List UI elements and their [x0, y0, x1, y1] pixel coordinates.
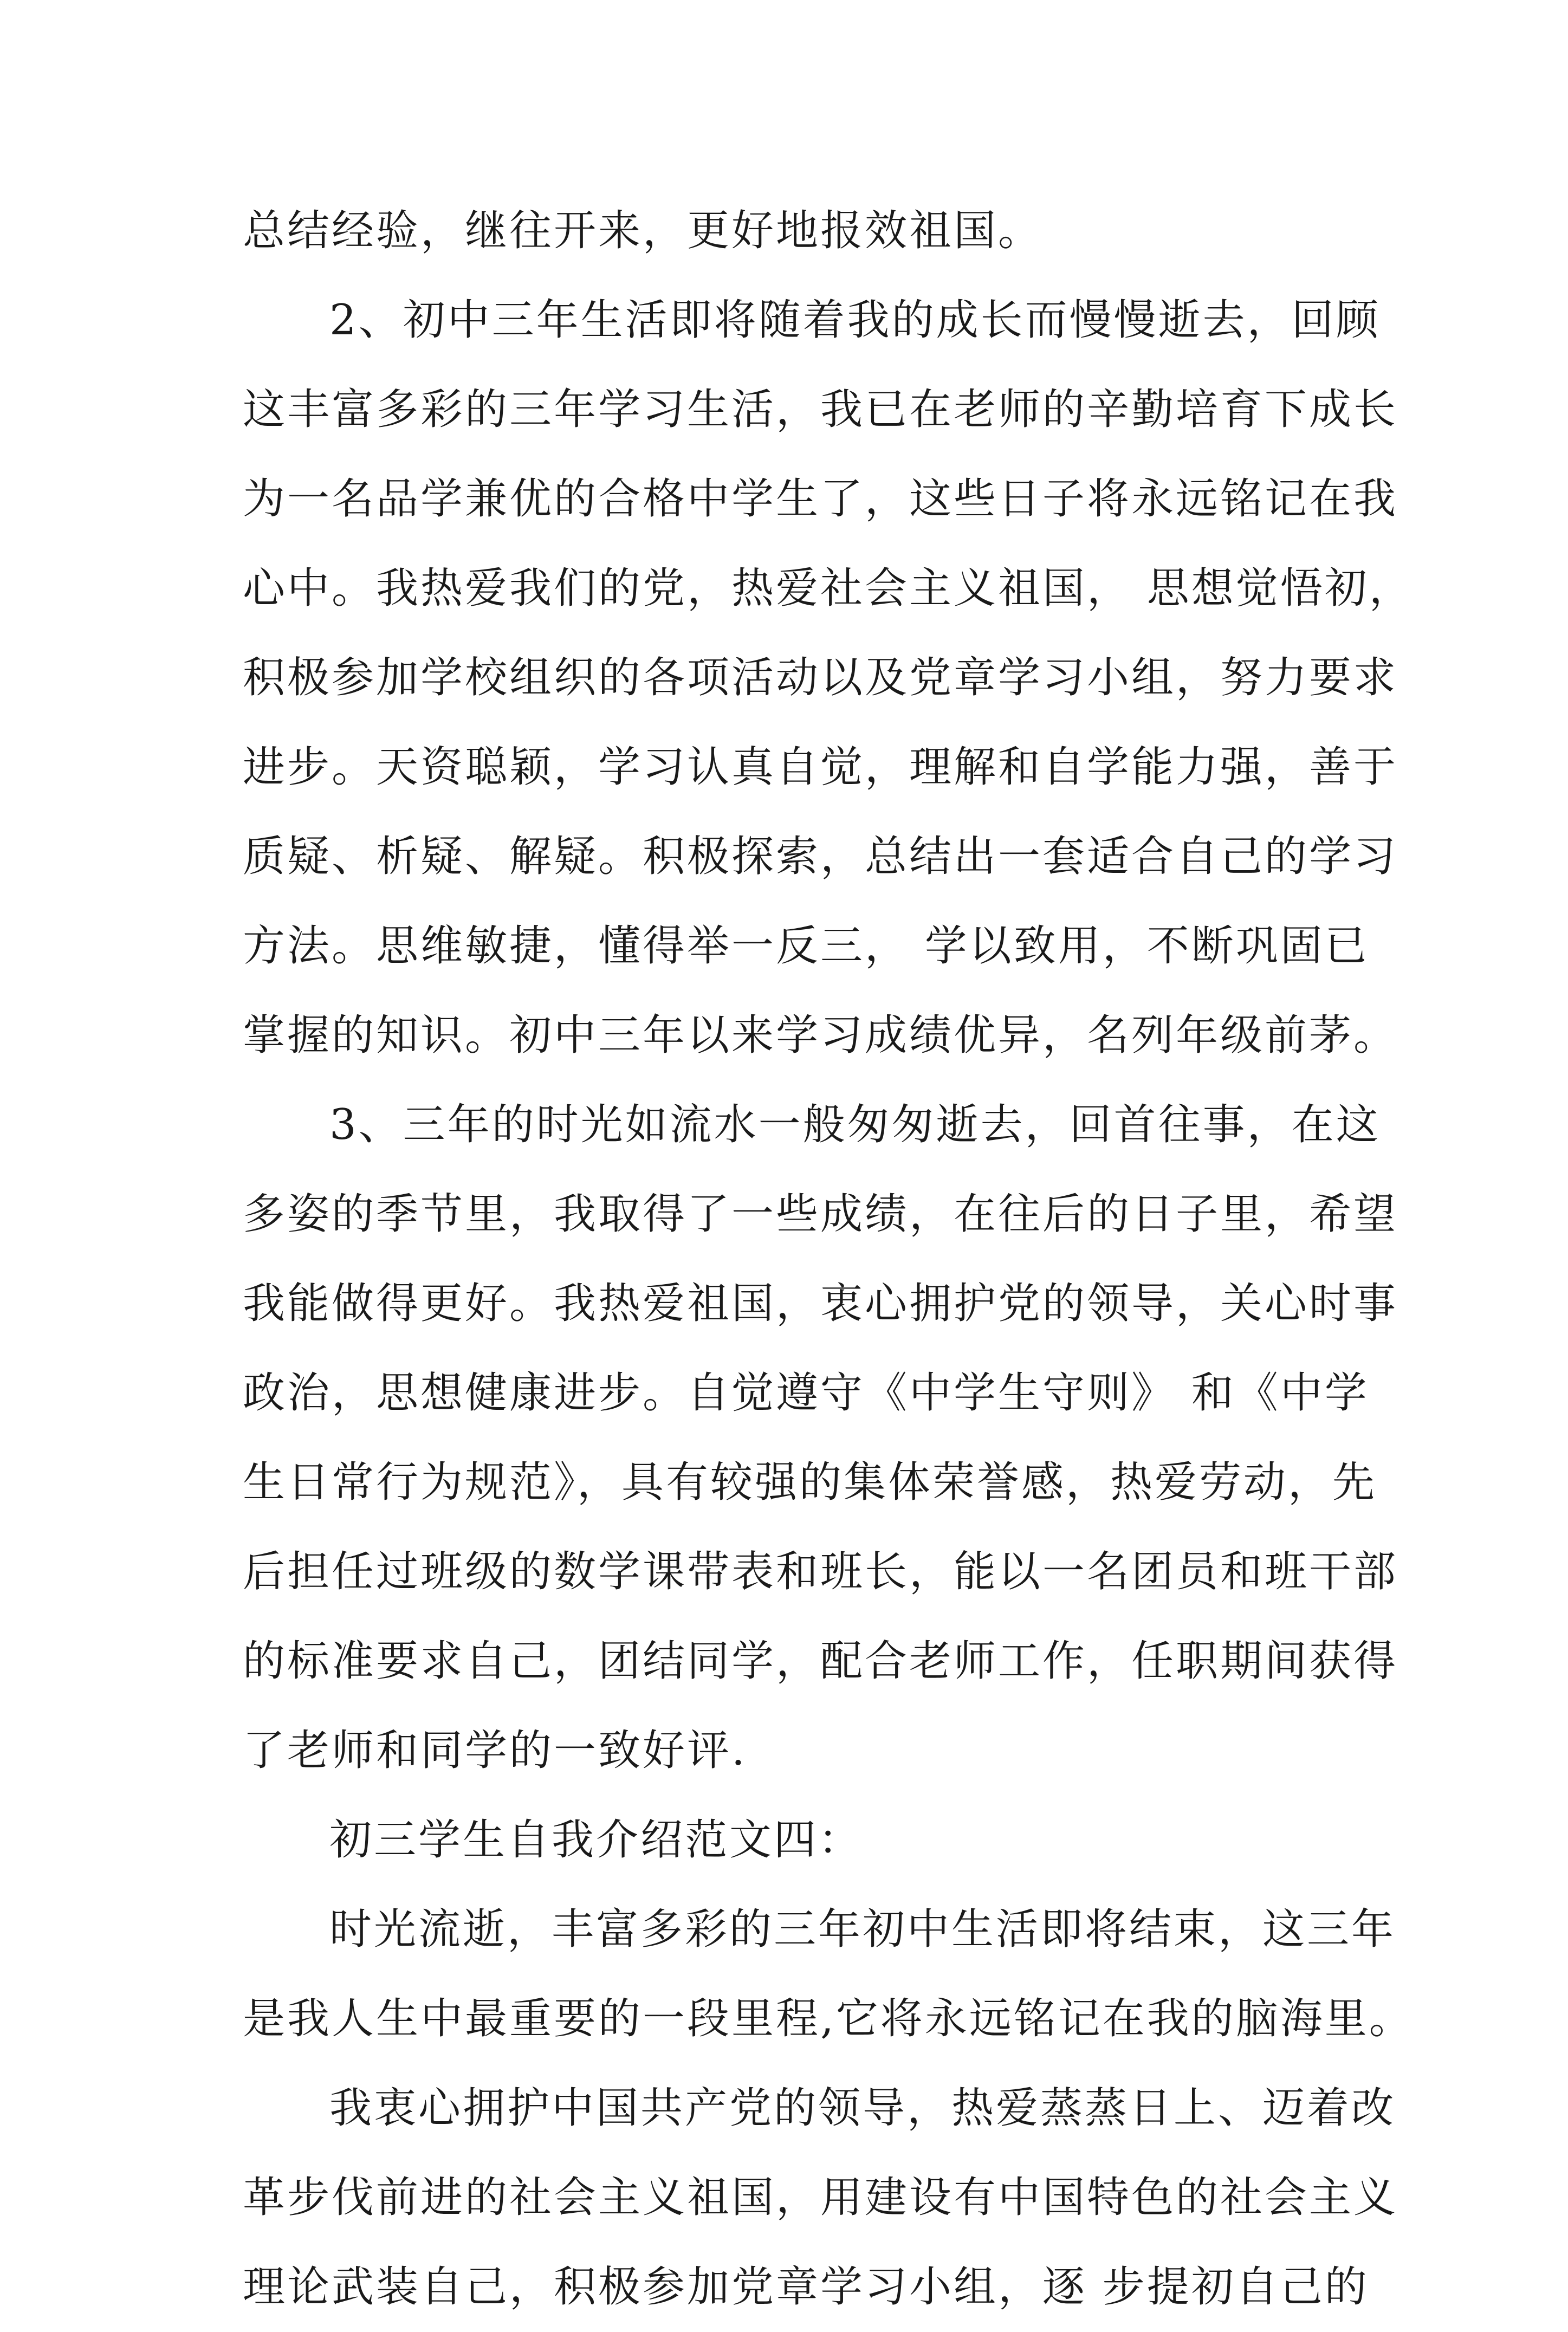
text-line-8: 质疑、析疑、解疑。积极探索，总结出一套适合自己的学习 [243, 832, 1398, 881]
text-line-13: 我能做得更好。我热爱祖国，衷心拥护党的领导，关心时事 [243, 1279, 1398, 1328]
text-line-12: 多姿的季节里，我取得了一些成绩，在往后的日子里，希望 [243, 1190, 1398, 1239]
text-line-17: 的标准要求自己，团结同学，配合老师工作，任职期间获得 [243, 1637, 1398, 1686]
text-line-7: 进步。天资聪颖，学习认真自觉，理解和自学能力强，善于 [243, 743, 1398, 792]
text-line-3: 这丰富多彩的三年学习生活，我已在老师的辛勤培育下成长 [243, 385, 1398, 434]
text-line-22: 我衷心拥护中国共产党的领导，热爱蒸蒸日上、迈着改 [329, 2084, 1396, 2133]
text-line-23: 革步伐前进的社会主义祖国，用建设有中国特色的社会主义 [243, 2173, 1398, 2222]
document-body [243, 186, 1414, 2332]
text-line-11: 3、三年的时光如流水一般匆匆逝去，回首往事，在这 [329, 1100, 1381, 1149]
section-heading: 初三学生自我介绍范文四： [329, 1816, 863, 1864]
text-line-15: 生日常行为规范》，具有较强的集体荣誉感，热爱劳动，先 [243, 1458, 1377, 1507]
text-line-4: 为一名品学兼优的合格中学生了，这些日子将永远铭记在我 [243, 475, 1398, 523]
text-line-5: 心中。我热爱我们的党，热爱社会主义祖国， 思想觉悟初， [243, 564, 1414, 613]
text-line-10: 掌握的知识。初中三年以来学习成绩优异，名列年级前茅。 [243, 1011, 1398, 1060]
text-line-1: 总结经验，继往开来，更好地报效祖国。 [243, 206, 1043, 255]
text-line-20: 时光流逝，丰富多彩的三年初中生活即将结束，这三年 [329, 1905, 1396, 1954]
text-line-6: 积极参加学校组织的各项活动以及党章学习小组，努力要求 [243, 653, 1398, 702]
text-line-21: 是我人生中最重要的一段里程,它将永远铭记在我的脑海里。 [243, 1994, 1414, 2043]
text-line-16: 后担任过班级的数学课带表和班长，能以一名团员和班干部 [243, 1547, 1398, 1596]
text-line-18: 了老师和同学的一致好评. [243, 1726, 747, 1775]
text-line-24: 理论武装自己，积极参加党章学习小组，逐 步提初自己的 [243, 2263, 1369, 2311]
text-line-2: 2、初中三年生活即将随着我的成长而慢慢逝去，回顾 [329, 296, 1381, 345]
text-line-14: 政治，思想健康进步。自觉遵守《中学生守则》 和《中学 [243, 1369, 1369, 1417]
text-line-9: 方法。思维敏捷，懂得举一反三， 学以致用，不断巩固已 [243, 922, 1369, 970]
